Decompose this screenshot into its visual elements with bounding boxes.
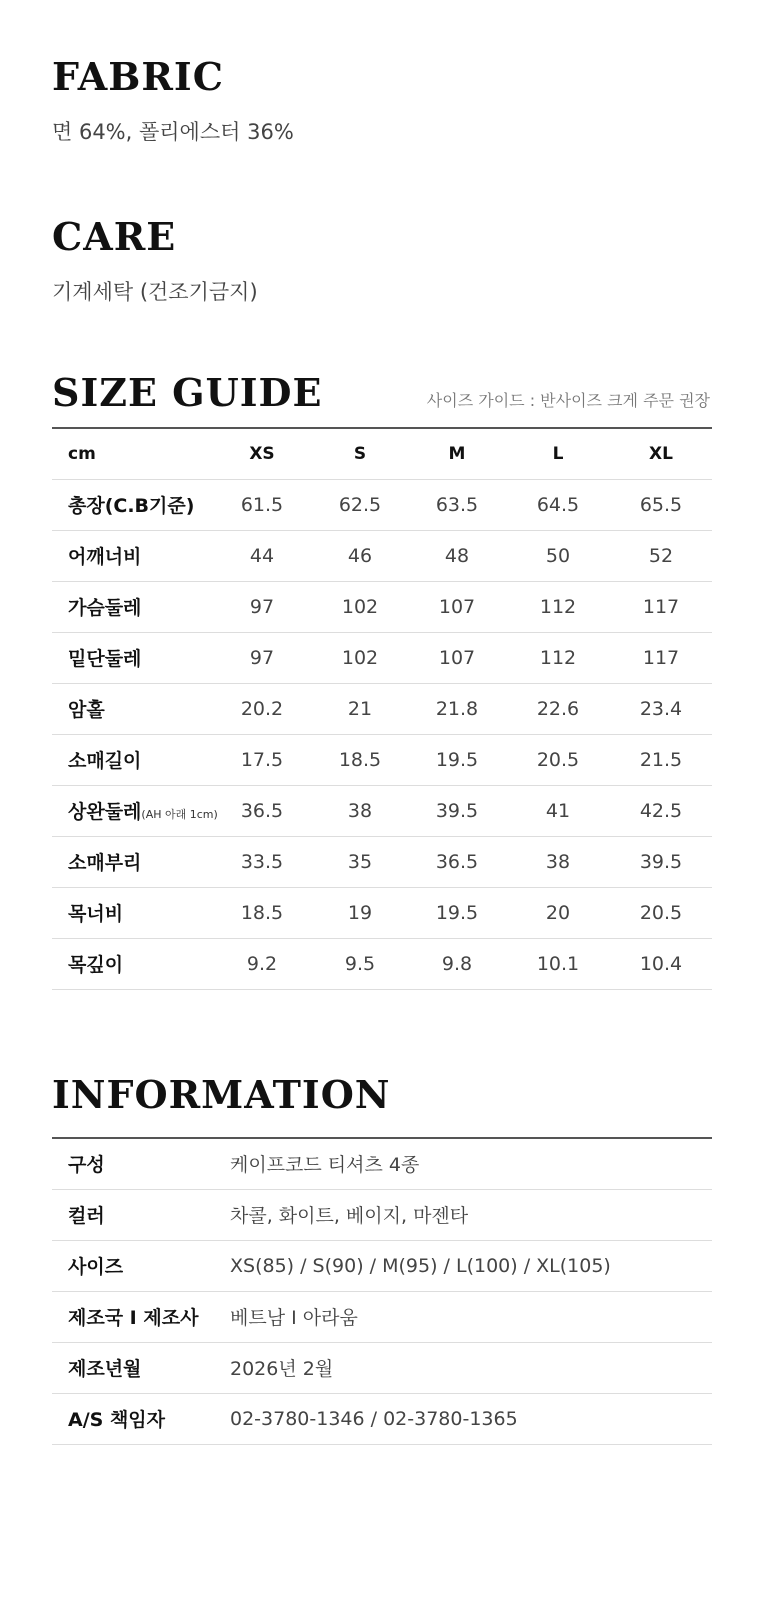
measurement-value: 107 (408, 632, 506, 683)
measurement-value: 9.5 (312, 938, 408, 989)
size-row (52, 683, 712, 734)
measurement-value: 38 (506, 836, 610, 887)
measurement-value: 19 (312, 887, 408, 938)
measurement-value: 10.1 (506, 938, 610, 989)
size-header: M (408, 428, 506, 479)
measurement-label (52, 785, 218, 836)
information-row (52, 1291, 712, 1342)
measurement-value: 20.5 (506, 734, 610, 785)
information-row (52, 1189, 712, 1240)
size-row (52, 734, 712, 785)
size-guide-body (52, 428, 712, 989)
fabric-composition: 면 64%, 폴리에스터 36% (52, 120, 294, 144)
measurement-value: 62.5 (312, 479, 408, 530)
care-instructions: 기계세탁 (건조기금지) (52, 280, 258, 304)
size-row (52, 581, 712, 632)
information-key: 구성 (52, 1138, 230, 1189)
measurement-value: 20.2 (212, 683, 312, 734)
measurement-label (52, 479, 212, 530)
measurement-value: 112 (506, 581, 610, 632)
measurement-value: 61.5 (212, 479, 312, 530)
measurement-name: 소매부리 (68, 852, 142, 874)
size-row (52, 785, 712, 836)
size-header: XL (610, 428, 712, 479)
measurement-label (52, 938, 212, 989)
size-guide-title: SIZE GUIDE (52, 370, 323, 415)
information-value: XS(85) / S(90) / M(95) / L(100) / XL(105) (230, 1240, 712, 1291)
size-header: L (506, 428, 610, 479)
size-row (52, 530, 712, 581)
measurement-label (52, 734, 212, 785)
measurement-value: 9.8 (408, 938, 506, 989)
information-row (52, 1393, 712, 1444)
information-key: A/S 책임자 (52, 1393, 230, 1444)
fabric-title: FABRIC (52, 54, 224, 99)
information-value: 케이프코드 티셔츠 4종 (230, 1138, 712, 1189)
measurement-value: 48 (408, 530, 506, 581)
size-row (52, 479, 712, 530)
measurement-value: 36.5 (408, 836, 506, 887)
measurement-value: 117 (610, 632, 712, 683)
measurement-name: 총장(C.B기준) (68, 495, 195, 517)
measurement-value: 41 (506, 785, 610, 836)
measurement-value: 97 (212, 632, 312, 683)
measurement-label (52, 530, 212, 581)
measurement-name: 목너비 (68, 903, 124, 925)
measurement-label (52, 887, 212, 938)
measurement-name: 가슴둘레 (68, 597, 142, 619)
measurement-value: 44 (212, 530, 312, 581)
measurement-value: 65.5 (610, 479, 712, 530)
measurement-value: 19.5 (408, 734, 506, 785)
size-row (52, 887, 712, 938)
measurement-label (52, 632, 212, 683)
measurement-name: 상완둘레 (68, 801, 142, 823)
information-value: 02-3780-1346 / 02-3780-1365 (230, 1393, 712, 1444)
measurement-value: 52 (610, 530, 712, 581)
measurement-value: 38 (312, 785, 408, 836)
information-row (52, 1138, 712, 1189)
measurement-value: 102 (312, 632, 408, 683)
measurement-value: 42.5 (610, 785, 712, 836)
measurement-value: 21.5 (610, 734, 712, 785)
size-row (52, 632, 712, 683)
measurement-value: 19.5 (408, 887, 506, 938)
measurement-name: 어깨너비 (68, 546, 142, 568)
measurement-value: 112 (506, 632, 610, 683)
measurement-label (52, 581, 212, 632)
measurement-value: 18.5 (312, 734, 408, 785)
measurement-name: 암홀 (68, 699, 105, 721)
information-key: 제조국 I 제조사 (52, 1291, 230, 1342)
measurement-value: 33.5 (212, 836, 312, 887)
information-key: 컬러 (52, 1189, 230, 1240)
measurement-value: 22.6 (506, 683, 610, 734)
measurement-note: (AH 아래 1cm) (141, 808, 218, 821)
measurement-value: 21.8 (408, 683, 506, 734)
measurement-value: 117 (610, 581, 712, 632)
measurement-value: 50 (506, 530, 610, 581)
size-header: S (312, 428, 408, 479)
measurement-label (52, 683, 212, 734)
measurement-value: 20 (506, 887, 610, 938)
measurement-name: 밑단둘레 (68, 648, 142, 670)
measurement-value: 20.5 (610, 887, 712, 938)
measurement-value: 21 (312, 683, 408, 734)
size-header: XS (212, 428, 312, 479)
measurement-value: 107 (408, 581, 506, 632)
size-row (52, 836, 712, 887)
measurement-value: 64.5 (506, 479, 610, 530)
information-body (52, 1138, 712, 1444)
measurement-value: 10.4 (610, 938, 712, 989)
information-table (52, 1137, 712, 1445)
measurement-name: 목깊이 (68, 954, 124, 976)
measurement-value: 23.4 (610, 683, 712, 734)
measurement-value: 35 (312, 836, 408, 887)
information-value: 베트남 I 아라움 (230, 1291, 712, 1342)
information-row (52, 1342, 712, 1393)
measurement-value: 9.2 (212, 938, 312, 989)
information-row (52, 1240, 712, 1291)
measurement-value: 39.5 (610, 836, 712, 887)
unit-header: cm (52, 428, 212, 479)
measurement-value: 36.5 (212, 785, 312, 836)
measurement-value: 102 (312, 581, 408, 632)
measurement-value: 39.5 (408, 785, 506, 836)
measurement-value: 46 (312, 530, 408, 581)
size-header-row (52, 428, 712, 479)
size-guide-table (52, 427, 712, 990)
information-title: INFORMATION (52, 1072, 391, 1117)
measurement-label (52, 836, 212, 887)
size-row (52, 938, 712, 989)
measurement-value: 17.5 (212, 734, 312, 785)
size-guide-note: 사이즈 가이드 : 반사이즈 크게 주문 권장 (426, 391, 710, 410)
information-key: 사이즈 (52, 1240, 230, 1291)
measurement-value: 97 (212, 581, 312, 632)
measurement-name: 소매길이 (68, 750, 142, 772)
measurement-value: 18.5 (212, 887, 312, 938)
information-key: 제조년월 (52, 1342, 230, 1393)
information-value: 차콜, 화이트, 베이지, 마젠타 (230, 1189, 712, 1240)
information-value: 2026년 2월 (230, 1342, 712, 1393)
care-title: CARE (52, 214, 177, 259)
measurement-value: 63.5 (408, 479, 506, 530)
